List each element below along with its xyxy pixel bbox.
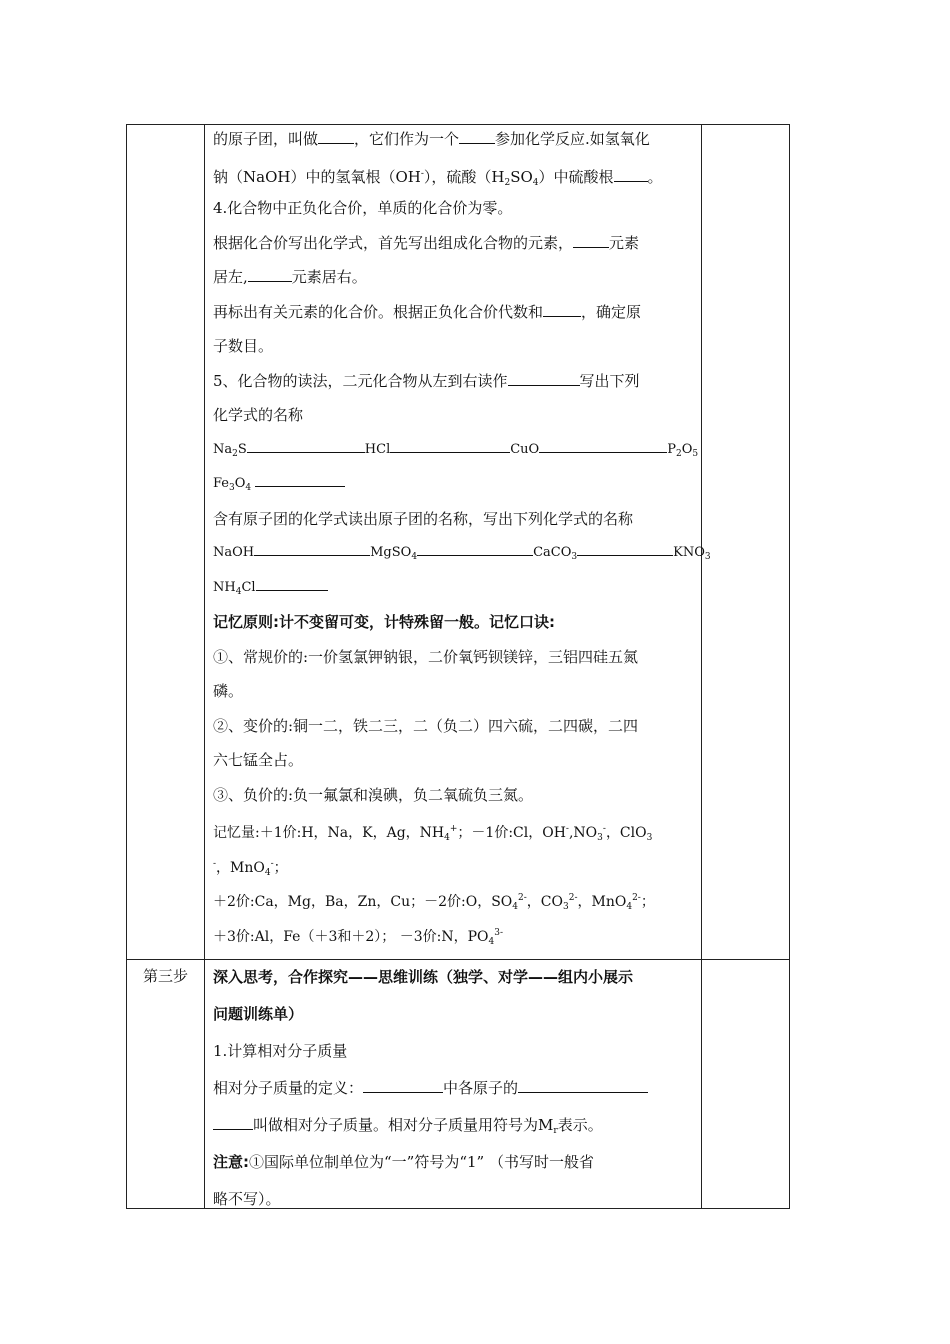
step-label: 第三步 bbox=[142, 967, 188, 985]
valence-line: 记忆量:＋1价:H，Na，K，Ag，$NH_4^+$；－1价:Cl，$OH^-,NO_3^-$，ClO$_3$ bbox=[213, 824, 653, 843]
valence-line: -，MnO$_4$-； bbox=[213, 858, 288, 878]
text-line: 叫做相对分子质量。相对分子质量用符号为$M_r$表示。 bbox=[213, 1107, 703, 1144]
text-line: 六七锰全占。 bbox=[213, 751, 304, 769]
text-line: 磷。 bbox=[213, 682, 244, 700]
text-line: 的原子团，叫做 ，它们作为一个 参加化学反应.如氢氧化 bbox=[213, 122, 703, 157]
text-line: 4.化合物中正负化合价，单质的化合价为零。 bbox=[213, 199, 513, 217]
text-line: 根据化合价写出化学式，首先写出组成化合物的元素， 元素 bbox=[213, 226, 703, 261]
text-line: 钠（NaOH）中的氢氧根（OH-），硫酸$(H_2SO_4)$中硫酸根 。 bbox=[213, 157, 703, 192]
text-line: ②、变价的:铜一二，铁二三，二（负二）四六硫，二四碳，二四 bbox=[213, 716, 639, 735]
valence-line: ＋3价:Al，Fe（＋3和＋2）； －3价:N，$PO_4^{3-}$ bbox=[213, 927, 503, 947]
content-cell-1 bbox=[213, 122, 711, 950]
text-line: 注意:①国际单位制单位为“一”符号为“1” （书写时一般省 bbox=[213, 1153, 594, 1171]
section-heading: 深入思考，合作探究——思维训练（独学、对学——组内小展示 bbox=[213, 968, 634, 986]
formula-line: NaOH MgSO$_4$ CaCO$_3$ $KNO_3$ bbox=[213, 536, 703, 571]
column-divider-1 bbox=[204, 125, 205, 1208]
text-line: 居左, 元素居右。 bbox=[213, 260, 703, 295]
text-line: 相对分子质量的定义： 中各原子的 bbox=[213, 1070, 703, 1107]
section-heading: 问题训练单） bbox=[213, 1005, 304, 1023]
formula-line: $Fe_3O_4$ bbox=[213, 467, 703, 502]
valence-line: ＋2价:Ca，Mg，Ba，Zn，Cu；－2价:O，$SO_4^{2-}$，$CO_3^{2-}$，MnO$_4^{2-}$； bbox=[213, 893, 655, 912]
formula-line: $Na_2S$ HCl CuO $P_2O_5$ bbox=[213, 433, 703, 468]
text-line: 含有原子团的化学式读出原子团的名称，写出下列化学式的名称 bbox=[213, 509, 634, 528]
memory-principle: 记忆原则:计不变留可变，计特殊留一般。记忆口诀: bbox=[213, 613, 555, 631]
text-line: 1.计算相对分子质量 bbox=[213, 1042, 348, 1060]
text-line: 略不写）。 bbox=[213, 1190, 281, 1208]
text-line: 子数目。 bbox=[213, 337, 274, 355]
lesson-table bbox=[126, 124, 790, 1209]
text-line: 5、化合物的读法，二元化合物从左到右读作 写出下列 bbox=[213, 364, 703, 399]
text-line: ③、负价的:负一氟氯和溴碘，负二氧硫负三氮。 bbox=[213, 785, 534, 804]
content-cell-2 bbox=[213, 959, 703, 1218]
formula-line: $NH_4Cl$ bbox=[213, 571, 703, 606]
text-line: ①、常规价的:一价氢氯钾钠银，二价氧钙钡镁锌，三铝四硅五氮 bbox=[213, 647, 639, 666]
text-line: 化学式的名称 bbox=[213, 406, 304, 424]
text-line: 再标出有关元素的化合价。根据正负化合价代数和 ，确定原 bbox=[213, 295, 703, 330]
